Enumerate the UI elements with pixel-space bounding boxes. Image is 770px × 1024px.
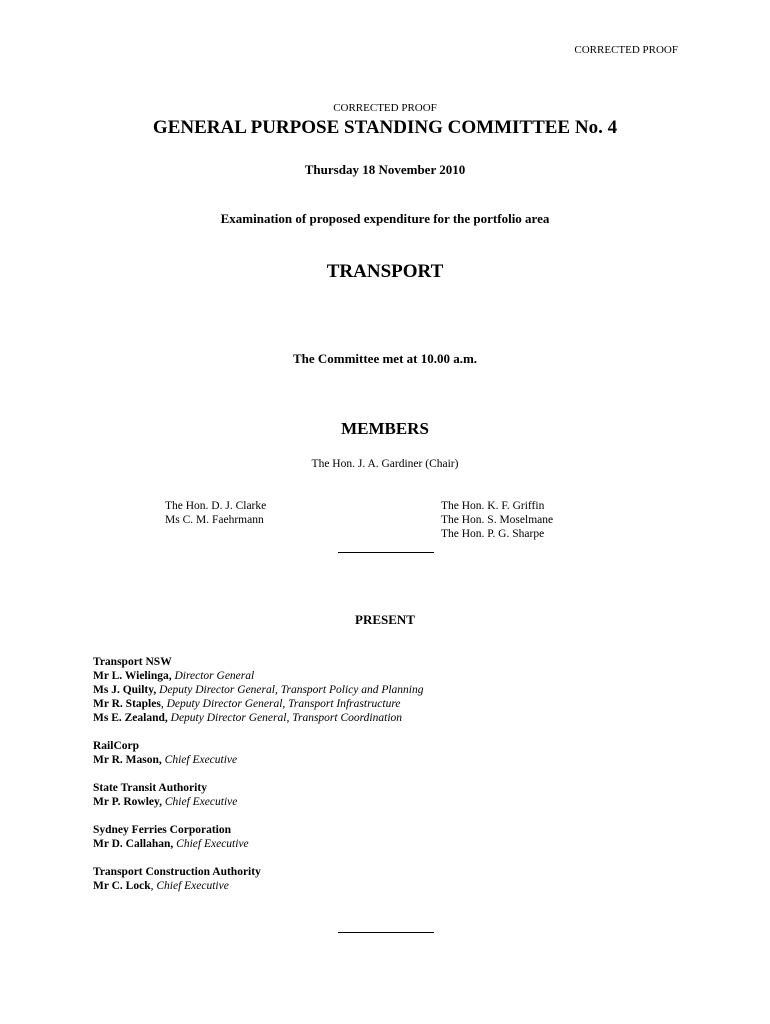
title-proof-mark: CORRECTED PROOF [333, 102, 437, 114]
present-group [93, 823, 424, 851]
attendee-role: Deputy Director General, Transport Policy and Planning [159, 684, 424, 696]
attendee-name: Ms J. Quilty, [93, 684, 157, 696]
organisation-name: Transport NSW [93, 656, 172, 668]
attendee-name: Mr C. Lock [93, 880, 151, 892]
attendee [93, 837, 424, 851]
organisation-name: Transport Construction Authority [93, 866, 261, 878]
member-name: Ms C. M. Faehrmann [165, 514, 264, 526]
attendee-role: Chief Executive [176, 838, 249, 850]
attendee-name: Ms E. Zealand, [93, 712, 168, 724]
end-divider [338, 932, 434, 933]
members-heading: MEMBERS [341, 419, 429, 438]
member-name: The Hon. K. F. Griffin [441, 500, 545, 512]
attendee [93, 669, 424, 683]
meeting-time: The Committee met at 10.00 a.m. [292, 351, 478, 366]
members-chair: The Hon. J. A. Gardiner (Chair) [311, 458, 459, 470]
present-group [93, 865, 424, 893]
present-group [93, 655, 424, 725]
organisation-name: State Transit Authority [93, 782, 207, 794]
organisation-name: Sydney Ferries Corporation [93, 824, 231, 836]
section-divider [338, 552, 434, 553]
attendee-name: Mr D. Callahan, [93, 838, 174, 850]
attendee-name: Mr L. Wielinga, [93, 670, 172, 682]
member-name: The Hon. D. J. Clarke [165, 500, 267, 512]
attendee [93, 753, 424, 767]
member-name: The Hon. P. G. Sharpe [441, 528, 545, 540]
examination-line: Examination of proposed expenditure for the portfolio area [220, 211, 550, 226]
attendee-name: Mr R. Staples [93, 698, 161, 710]
attendee-name: Mr P. Rowley, [93, 796, 162, 808]
attendee [93, 683, 424, 697]
attendee [93, 697, 424, 711]
member-name: The Hon. S. Moselmane [441, 514, 554, 526]
committee-title: GENERAL PURPOSE STANDING COMMITTEE No. 4 [152, 117, 618, 138]
present-group [93, 739, 424, 767]
present-heading: PRESENT [355, 612, 415, 627]
attendee-role: , Deputy Director General, Transport Infrastructure [160, 698, 401, 710]
members-right-column [441, 499, 553, 541]
attendee-role: Deputy Director General, Transport Coordination [170, 712, 403, 724]
portfolio-title: TRANSPORT [326, 261, 444, 282]
attendee-role: Chief Executive [164, 796, 238, 808]
attendee [93, 795, 424, 809]
header-proof-mark: CORRECTED PROOF [574, 44, 678, 56]
present-group [93, 781, 424, 809]
organisation-name: RailCorp [93, 740, 139, 752]
attendee [93, 711, 424, 725]
attendee [93, 879, 424, 893]
hearing-date: Thursday 18 November 2010 [304, 162, 466, 177]
attendee-role: , Chief Executive [150, 880, 229, 892]
present-list [93, 655, 424, 907]
attendee-name: Mr R. Mason, [93, 754, 162, 766]
attendee-role: Chief Executive [164, 754, 238, 766]
members-left-column [165, 499, 266, 527]
attendee-role: Director General [174, 670, 255, 682]
